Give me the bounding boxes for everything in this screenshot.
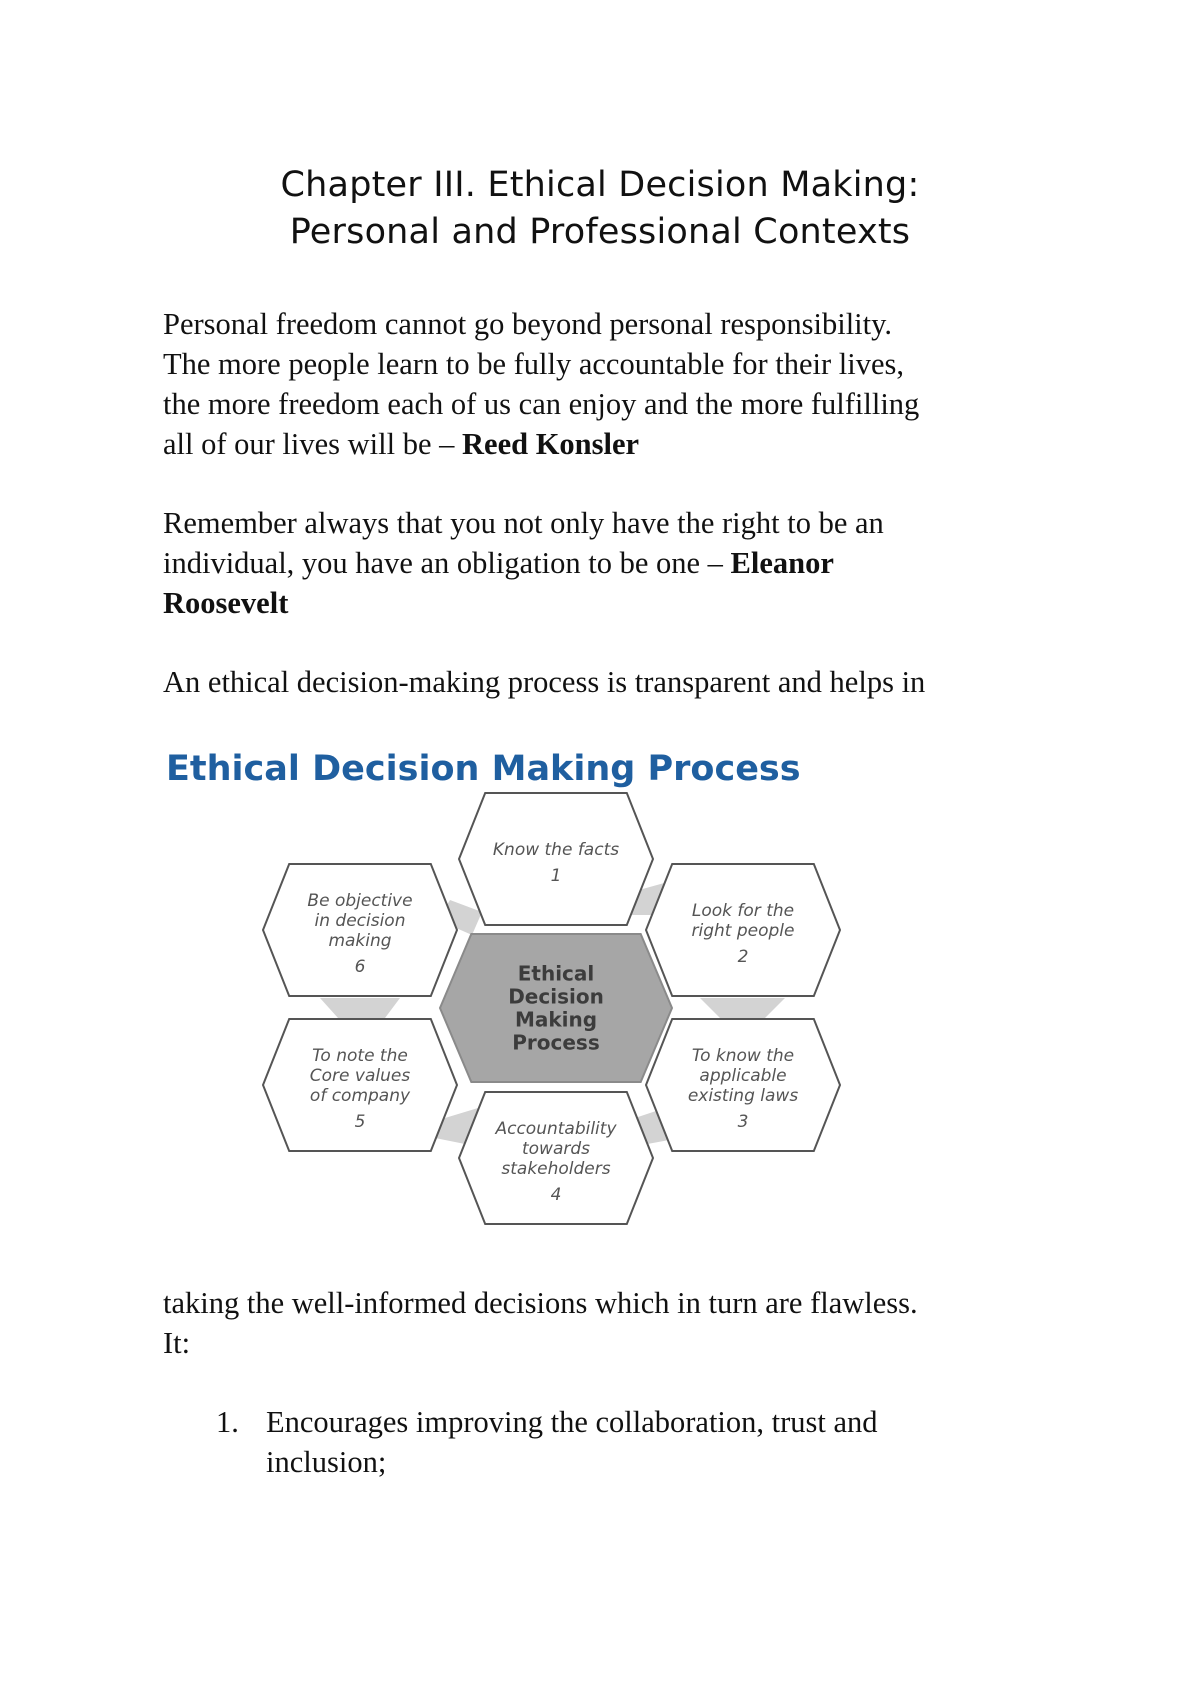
diagram-step-label: towards xyxy=(521,1139,591,1159)
quote-line: Personal freedom cannot go beyond personal responsibility. xyxy=(163,307,893,341)
diagram-step-label: Accountability xyxy=(495,1119,617,1139)
diagram-step-number: 1 xyxy=(550,866,562,886)
diagram-step-number: 5 xyxy=(354,1112,366,1132)
diagram-step-label: of company xyxy=(309,1086,411,1106)
paragraph-line: It: xyxy=(163,1326,191,1360)
diagram-step-label: Core values xyxy=(309,1066,411,1086)
chapter-title-line-1: Chapter III. Ethical Decision Making: xyxy=(280,165,920,205)
diagram-step-label: Know the facts xyxy=(492,840,620,860)
diagram-step-label: existing laws xyxy=(687,1086,799,1106)
diagram-step-number: 2 xyxy=(737,947,749,967)
quote-author-continued xyxy=(163,583,1043,623)
diagram-step-label: Look for the xyxy=(691,901,795,921)
diagram-center-label: Ethical xyxy=(517,961,595,986)
list-item-number: 1. xyxy=(216,1405,239,1439)
diagram-step-number: 3 xyxy=(737,1112,749,1132)
quote-reed-konsler xyxy=(163,304,1043,464)
diagram-step-label: To know the xyxy=(691,1046,795,1066)
list-item-text: Encourages improving the collaboration, trust and xyxy=(266,1405,878,1439)
diagram-step-label: making xyxy=(328,931,392,951)
diagram-step-label: To note the xyxy=(312,1046,408,1066)
diagram-step-label: in decision xyxy=(314,911,406,931)
quote-author: Roosevelt xyxy=(163,586,289,620)
paragraph-line: taking the well-informed decisions which in turn are flawless. xyxy=(163,1286,918,1320)
quote-line: Remember always that you not only have the right to be an xyxy=(163,506,884,540)
quote-author: Reed Konsler xyxy=(462,427,640,461)
diagram-step-label: applicable xyxy=(699,1066,787,1086)
diagram-center-label: Process xyxy=(512,1030,600,1055)
quote-line-with-author xyxy=(163,424,1043,464)
chapter-title-line-2: Personal and Professional Contexts xyxy=(289,212,911,252)
diagram-connector xyxy=(700,998,785,1018)
quote-line: the more freedom each of us can enjoy and the more fulfilling xyxy=(163,387,920,421)
list-item-text: inclusion; xyxy=(266,1445,387,1479)
numbered-list xyxy=(163,1402,1043,1482)
diagram-center-label: Making xyxy=(514,1007,598,1032)
quote-line-with-author xyxy=(163,543,1043,583)
diagram-step-number: 4 xyxy=(550,1185,562,1205)
quote-author: Eleanor xyxy=(730,546,834,580)
list-item xyxy=(163,1402,1043,1482)
quote-line: all of our lives will be – xyxy=(163,427,463,461)
intro-paragraph: An ethical decision-making process is transparent and helps in xyxy=(163,665,926,699)
diagram-step-label: stakeholders xyxy=(501,1159,611,1179)
diagram-connector xyxy=(320,998,400,1018)
diagram-center-label: Decision xyxy=(508,984,604,1009)
quote-line: individual, you have an obligation to be one – xyxy=(163,546,731,580)
diagram-step-number: 6 xyxy=(354,957,366,977)
quote-eleanor-roosevelt xyxy=(163,503,1043,623)
chapter-title xyxy=(0,162,1200,256)
diagram-title: Ethical Decision Making Process xyxy=(166,749,801,789)
continuation-paragraph xyxy=(163,1283,1043,1363)
diagram-step-label: right people xyxy=(691,921,795,941)
diagram-step-label: Be objective xyxy=(307,891,413,911)
ethical-decision-diagram xyxy=(160,740,920,1280)
diagram-figure xyxy=(160,740,920,1280)
quote-line: The more people learn to be fully accountable for their lives, xyxy=(163,347,905,381)
